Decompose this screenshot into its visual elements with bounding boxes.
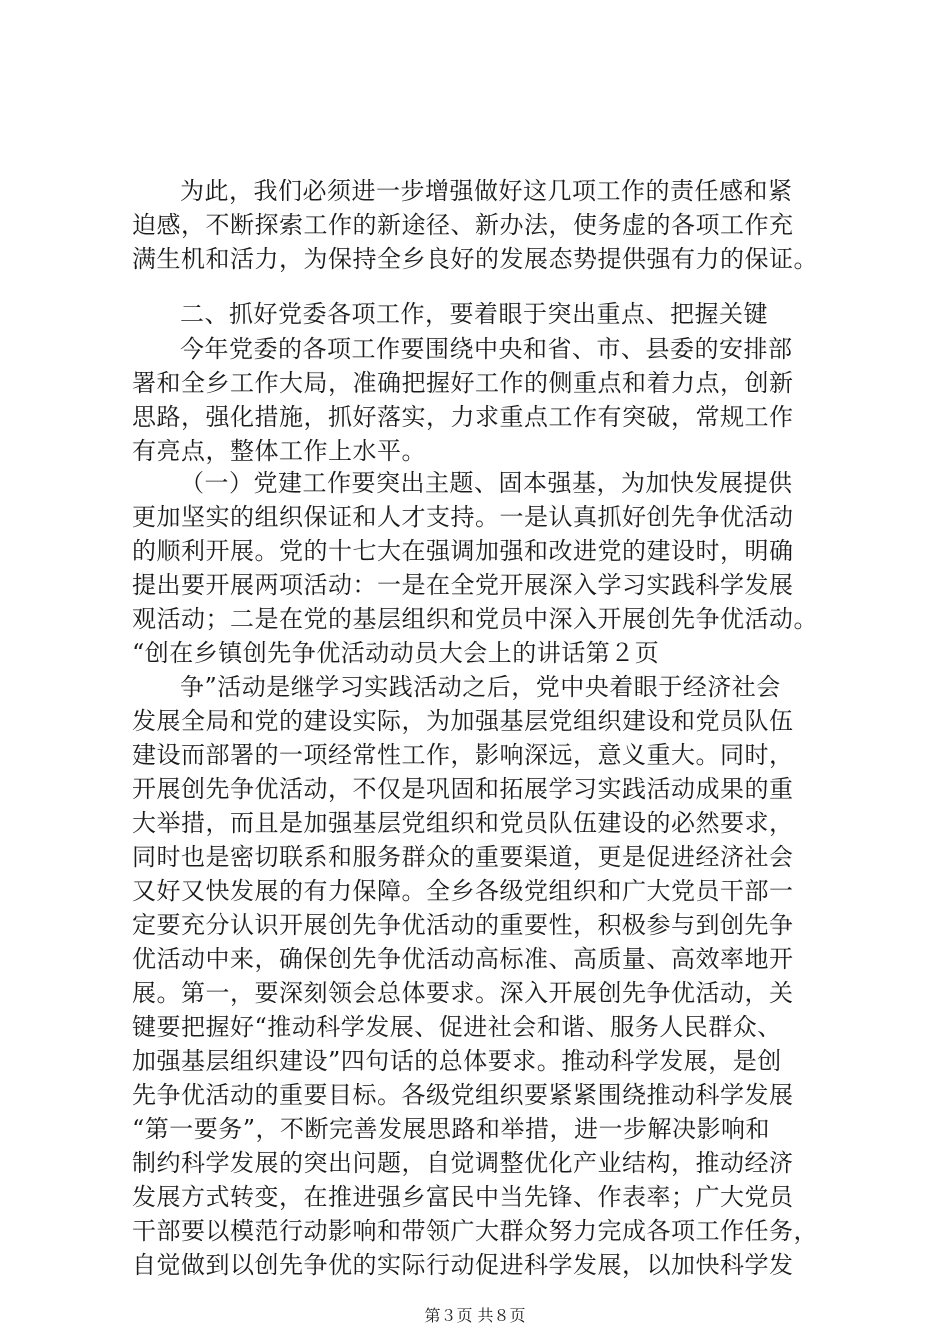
text-line: 展。第一，要深刻领会总体要求。深入开展创先争优活动，关 [132,979,794,1007]
text-line: 满生机和活力，为保持全乡良好的发展态势提供强有力的保证。 [132,245,818,273]
subsection-start: （一）党建工作要突出主题、固本强基，为加快发展提供 [180,469,793,497]
text-line: 定要充分认识开展创先争优活动的重要性，积极参与到创先争 [132,911,794,939]
text-line: 建设而部署的一项经常性工作，影响深远，意义重大。同时， [132,741,794,769]
text-line: 署和全乡工作大局，准确把握好工作的侧重点和着力点，创新 [132,369,794,397]
text-line: 制约科学发展的突出问题，自觉调整优化产业结构，推动经济 [132,1149,794,1177]
text-line: 开展创先争优活动，不仅是巩固和拓展学习实践活动成果的重 [132,775,794,803]
text-line: 迫感，不断探索工作的新途径、新办法，使务虚的各项工作充 [132,211,794,239]
text-line: 观活动；二是在党的基层组织和党员中深入开展创先争优活动。 [132,605,818,633]
text-line: 键要把握好“推动科学发展、促进社会和谐、服务人民群众、 [132,1013,782,1041]
text-line: 为此，我们必须进一步增强做好这几项工作的责任感和紧 [180,177,793,205]
text-line: 今年党委的各项工作要围绕中央和省、市、县委的安排部 [180,335,793,363]
text-line: 提出要开展两项活动：一是在全党开展深入学习实践科学发展 [132,571,794,599]
text-line: 发展全局和党的建设实际，为加强基层党组织建设和党员队伍 [132,707,794,735]
text-line: 的顺利开展。党的十七大在强调加强和改进党的建设时，明确 [132,537,794,565]
page-break-title: “创在乡镇创先争优活动动员大会上的讲话第２页 [132,639,660,667]
text-line: 更加坚实的组织保证和人才支持。一是认真抓好创先争优活动 [132,503,794,531]
text-line: 有亮点，整体工作上水平。 [132,437,426,465]
text-line: 大举措，而且是加强基层党组织和党员队伍建设的必然要求， [132,809,794,837]
text-line: 思路，强化措施，抓好落实，力求重点工作有突破，常规工作 [132,403,794,431]
text-line: 发展方式转变，在推进强乡富民中当先锋、作表率；广大党员 [132,1183,794,1211]
text-line: 干部要以模范行动影响和带领广大群众努力完成各项工作任务， [132,1217,818,1245]
text-line: 优活动中来，确保创先争优活动高标准、高质量、高效率地开 [132,945,794,973]
text-line: 自觉做到以创先争优的实际行动促进科学发展，以加快科学发 [132,1251,794,1279]
text-line: 争”活动是继学习实践活动之后，党中央着眼于经济社会 [180,673,781,701]
page-footer: 第３页 共８页 [424,1306,526,1325]
text-line: 加强基层组织建设”四句话的总体要求。推动科学发展，是创 [132,1047,782,1075]
text-line: 先争优活动的重要目标。各级党组织要紧紧围绕推动科学发展 [132,1081,794,1109]
text-line: 同时也是密切联系和服务群众的重要渠道，更是促进经济社会 [132,843,794,871]
text-line: “第一要务”，不断完善发展思路和举措，进一步解决影响和 [132,1115,771,1143]
text-line: 又好又快发展的有力保障。全乡各级党组织和广大党员干部一 [132,877,794,905]
section-heading: 二、抓好党委各项工作，要着眼于突出重点、把握关键 [180,300,768,328]
